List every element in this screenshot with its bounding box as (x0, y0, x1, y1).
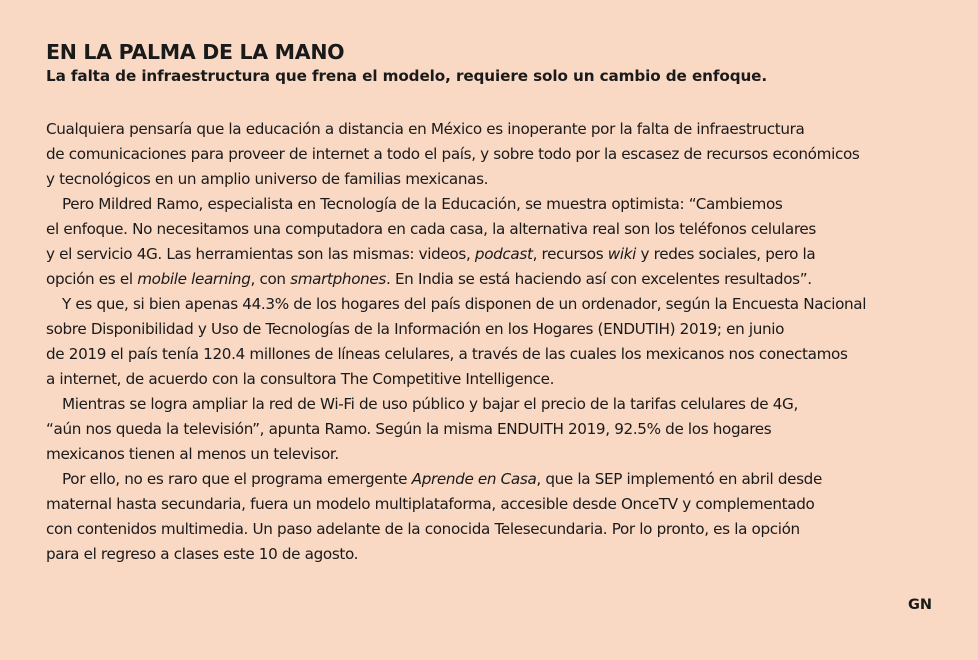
italic-term: Aprende en Casa (411, 470, 537, 488)
text-line: sobre Disponibilidad y Uso de Tecnologías de la Información en los Hogares (ENDUTIH) 2019; en junio (46, 320, 785, 338)
subheadline: La falta de infraestructura que frena el modelo, requiere solo un cambio de enfoque. (46, 67, 768, 85)
text-line: con contenidos multimedia. Un paso adelante de la conocida Telesecundaria. Por lo pronto, es la opción (46, 520, 800, 538)
article (46, 40, 946, 567)
text-line: a internet, de acuerdo con la consultora The Competitive Intelligence. (46, 370, 555, 388)
text-line: y el servicio 4G. Las herramientas son las mismas: videos, podcast, recursos wiki y redes sociales, pero la (46, 245, 816, 263)
text-line: de 2019 el país tenía 120.4 millones de líneas celulares, a través de las cuales los mexicanos nos conectamos (46, 345, 848, 363)
text-line: de comunicaciones para proveer de internet a todo el país, y sobre todo por la escasez de recursos económicos (46, 145, 860, 163)
italic-term: wiki (607, 245, 637, 263)
text-line: mexicanos tienen al menos un televisor. (46, 445, 339, 463)
text-line: opción es el mobile learning, con smartphones. En India se está haciendo así con excelentes resultados”. (46, 270, 812, 288)
text-line: maternal hasta secundaria, fuera un modelo multiplataforma, accesible desde OnceTV y complementado (46, 495, 815, 513)
italic-term: podcast (474, 245, 533, 263)
text-line: “aún nos queda la televisión”, apunta Ramo. Según la misma ENDUITH 2019, 92.5% de los hogares (46, 420, 772, 438)
text-line: Cualquiera pensaría que la educación a distancia en México es inoperante por la falta de infraestructura (46, 120, 805, 138)
article-body (46, 117, 946, 567)
text-line: para el regreso a clases este 10 de agosto. (46, 545, 359, 563)
text-line: Mientras se logra ampliar la red de Wi-Fi de uso público y bajar el precio de la tarifas celulares de 4G, (62, 395, 798, 413)
paragraph (46, 467, 946, 567)
text-line: el enfoque. No necesitamos una computadora en cada casa, la alternativa real son los teléfonos celulares (46, 220, 816, 238)
text-line: Y es que, si bien apenas 44.3% de los hogares del país disponen de un ordenador, según la Encuesta Nacional (62, 295, 867, 313)
text-line: y tecnológicos en un amplio universo de familias mexicanas. (46, 170, 489, 188)
paragraph (46, 192, 946, 292)
italic-term: smartphones (290, 270, 386, 288)
author-signature: GN (907, 597, 932, 613)
paragraph (46, 392, 946, 467)
headline: EN LA PALMA DE LA MANO (46, 40, 345, 64)
text-line: Pero Mildred Ramo, especialista en Tecnología de la Educación, se muestra optimista: “Cambiemos (62, 195, 783, 213)
italic-term: mobile learning (137, 270, 251, 288)
paragraph (46, 292, 946, 392)
paragraph (46, 117, 946, 192)
text-line: Por ello, no es raro que el programa emergente Aprende en Casa, que la SEP implementó en abril desde (62, 470, 822, 488)
